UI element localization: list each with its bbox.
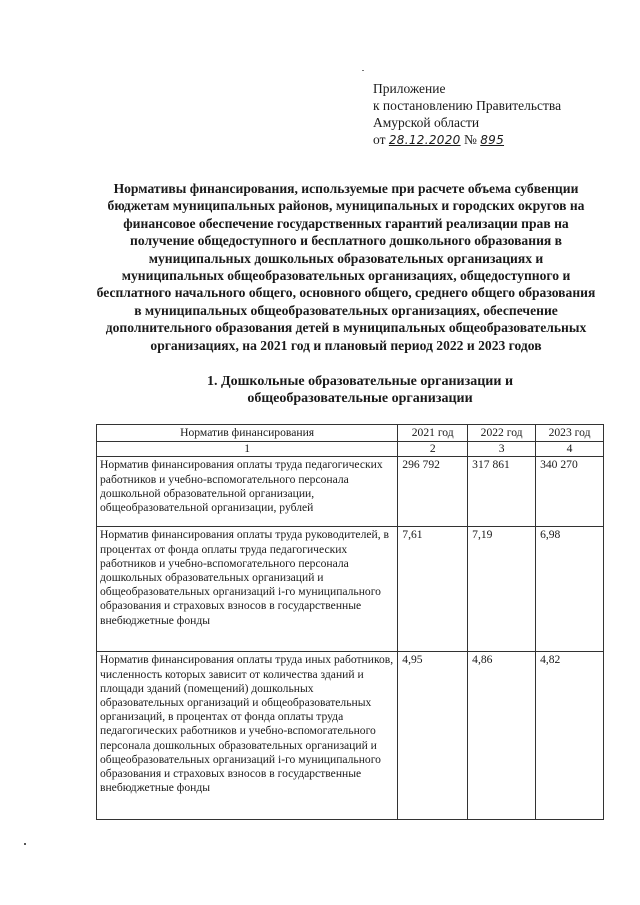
column-number-row: [97, 442, 604, 457]
handwritten-number: 895: [480, 133, 505, 147]
header-2021: 2021 год: [398, 425, 468, 442]
table-row: [97, 527, 604, 652]
handwritten-date: 28.12.2020: [388, 133, 461, 147]
column-number: 2: [398, 442, 468, 457]
section-title-line-2: общеобразовательные организации: [247, 391, 473, 406]
norms-table: [96, 424, 604, 820]
header-2023: 2023 год: [536, 425, 604, 442]
number-sign: №: [463, 132, 477, 147]
appendix-date-line: [373, 131, 561, 149]
column-number: 1: [97, 442, 398, 457]
table-row: [97, 652, 604, 820]
scan-mark: [362, 70, 364, 71]
document-title: Нормативы финансирования, используемые при расчете объема субвенции бюджетам муниципальных районов, муниципальных и городских округов на финансовое обеспечение государственных гарантий реализации прав на получение общедоступного и бесплатного дошкольного образования в муниципальных дошкольных образовательных организациях и муниципальных общеобразовательных организациях, общедоступного и бесплатного начального общего, основного общего, среднего общего образования в муниципальных общеобразовательных организациях, обеспечение дополнительного образования детей в муниципальных общеобразовательных организациях, на 2021 год и плановый период 2022 и 2023 годов: [96, 181, 596, 353]
value-2022: 4,86: [468, 652, 536, 820]
value-2023: 340 270: [536, 457, 604, 527]
table-header-row: [97, 425, 604, 442]
column-number: 3: [468, 442, 536, 457]
header-norm: Норматив финансирования: [97, 425, 398, 442]
appendix-line-3: Амурской области: [373, 115, 480, 130]
row-label: Норматив финансирования оплаты труда педагогических работников и учебно-вспомогательного персонала дошкольной образовательной организации, общеобразовательной организации, рублей: [97, 457, 398, 527]
value-2022: 7,19: [468, 527, 536, 652]
section-title: [150, 373, 570, 407]
value-2021: 4,95: [398, 652, 468, 820]
value-2021: 7,61: [398, 527, 468, 652]
row-label: Норматив финансирования оплаты труда руководителей, в процентах от фонда оплаты труда педагогических работников и учебно-вспомогательного персонала дошкольных образовательных организаций и общеобразовательных организаций i-го муниципального образования и страховых взносов в государственные внебюджетные фонды: [97, 527, 398, 652]
scan-speck: [24, 843, 26, 845]
appendix-line-2: к постановлению Правительства: [373, 98, 562, 113]
date-prefix: от: [373, 132, 386, 147]
value-2023: 6,98: [536, 527, 604, 652]
appendix-line-1: Приложение: [373, 81, 446, 96]
value-2022: 317 861: [468, 457, 536, 527]
appendix-block: [373, 80, 561, 149]
column-number: 4: [536, 442, 604, 457]
value-2021: 296 792: [398, 457, 468, 527]
header-2022: 2022 год: [468, 425, 536, 442]
table-row: [97, 457, 604, 527]
section-title-line-1: 1. Дошкольные образовательные организации и: [206, 374, 514, 389]
row-label: Норматив финансирования оплаты труда иных работников, численность которых зависит от количества зданий и площади зданий (помещений) дошкольных образовательных организаций и общеобразовательных организаций, в процентах от фонда оплаты труда педагогических работников и учебно-вспомогательного персонала дошкольных образовательных организаций и общеобразовательных организаций i-го муниципального образования и страховых взносов в государственные внебюджетные фонды: [97, 652, 398, 820]
value-2023: 4,82: [536, 652, 604, 820]
